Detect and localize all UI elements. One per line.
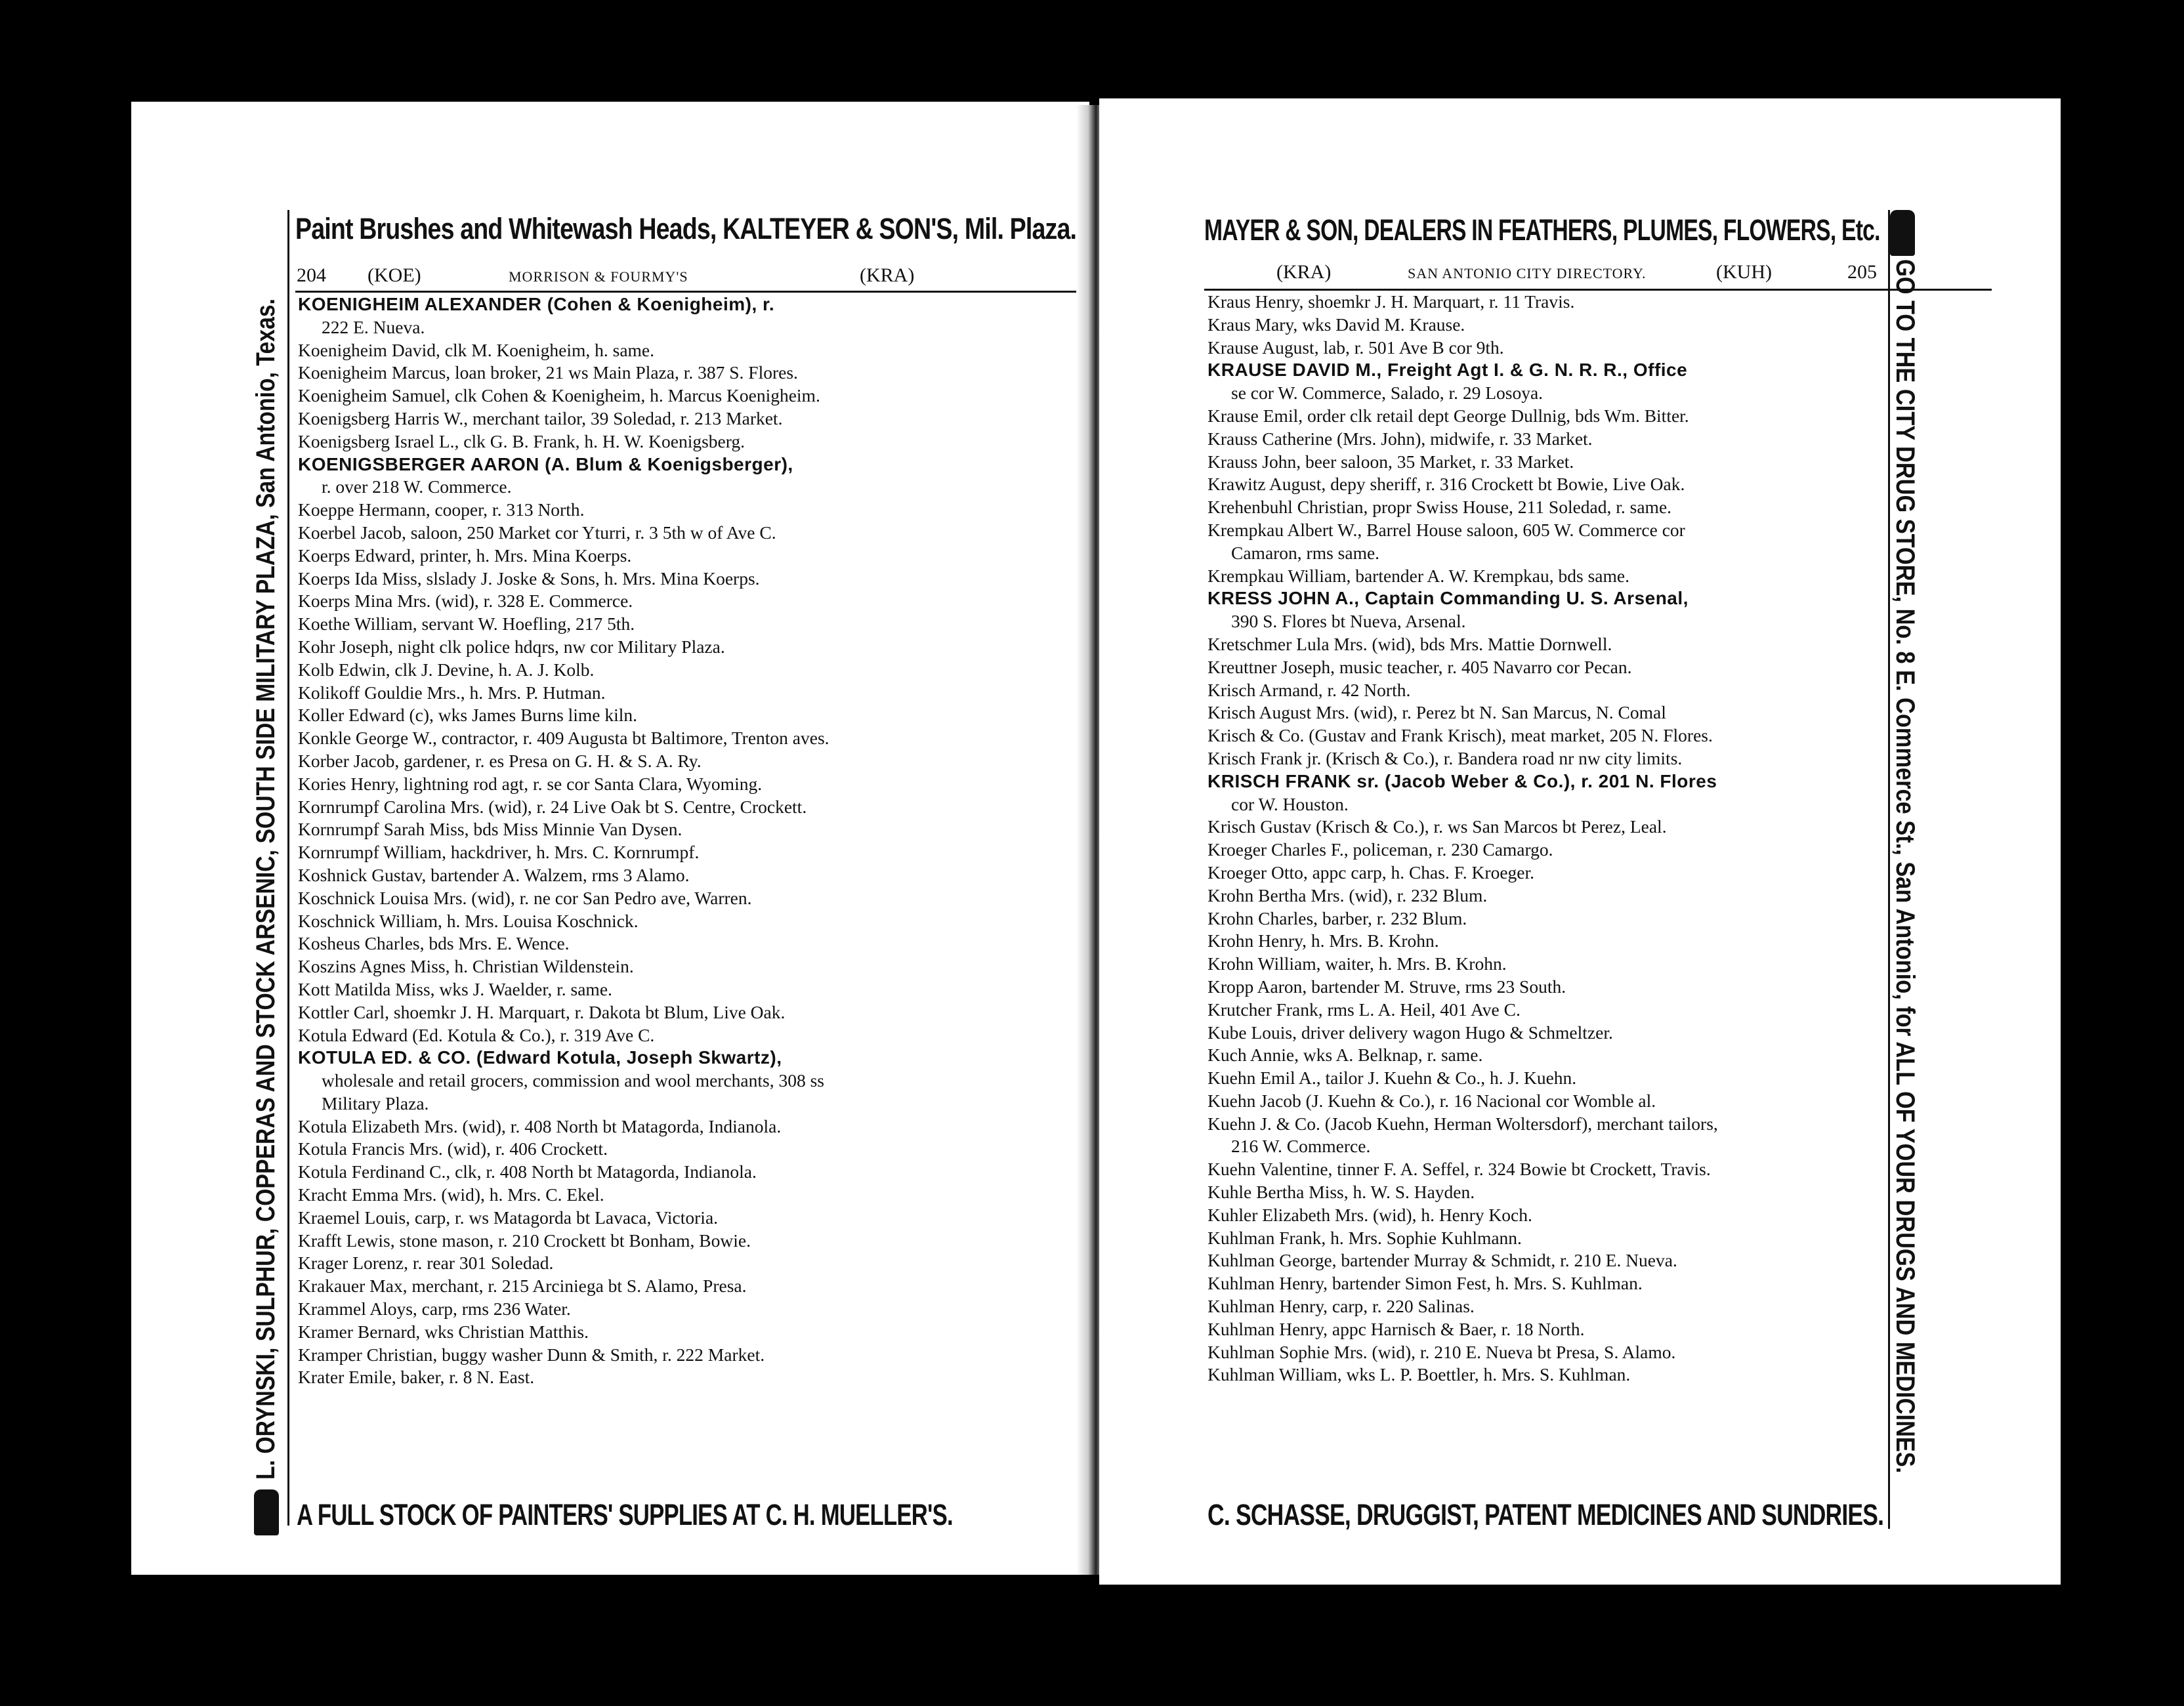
directory-entry: Kuhlman George, bartender Murray & Schmidt, r. 210 E. Nueva. bbox=[1208, 1250, 1677, 1271]
right-page bbox=[1099, 98, 2061, 1585]
directory-entry: Kuehn Valentine, tinner F. A. Seffel, r. 324 Bowie bt Crockett, Travis. bbox=[1208, 1159, 1711, 1180]
directory-entry: KOTULA ED. & CO. (Edward Kotula, Joseph Skwartz), bbox=[298, 1047, 782, 1068]
directory-entry: Kosheus Charles, bds Mrs. E. Wence. bbox=[298, 933, 570, 954]
pointing-hand-icon bbox=[254, 1489, 279, 1535]
directory-entry: Kropp Aaron, bartender M. Struve, rms 23 South. bbox=[1208, 976, 1566, 997]
left-page bbox=[131, 102, 1089, 1575]
directory-entry: Koschnick Louisa Mrs. (wid), r. ne cor San Pedro ave, Warren. bbox=[298, 887, 752, 908]
directory-entry: Kories Henry, lightning rod agt, r. se cor Santa Clara, Wyoming. bbox=[298, 773, 763, 794]
directory-entry: Kroeger Charles F., policeman, r. 230 Camargo. bbox=[1208, 839, 1553, 860]
directory-entry: Krause Emil, order clk retail dept George Dullnig, bds Wm. Bitter. bbox=[1208, 405, 1689, 426]
directory-entry: Kotula Francis Mrs. (wid), r. 406 Crockett. bbox=[298, 1138, 608, 1159]
right-range-end: (KUH) bbox=[1716, 261, 1772, 283]
directory-entry: Krawitz August, depy sheriff, r. 316 Crockett bt Bowie, Live Oak. bbox=[1208, 474, 1685, 495]
directory-entry: Koenigsberg Israel L., clk G. B. Frank, h. H. W. Koenigsberg. bbox=[298, 430, 746, 451]
directory-entry: Kott Matilda Miss, wks J. Waelder, r. same. bbox=[298, 978, 612, 999]
directory-entry: Koerps Edward, printer, h. Mrs. Mina Koerps. bbox=[298, 545, 632, 566]
directory-entry: Krutcher Frank, rms L. A. Heil, 401 Ave C. bbox=[1208, 999, 1521, 1020]
directory-entry: Koethe William, servant W. Hoefling, 217 5th. bbox=[298, 614, 635, 635]
directory-entry: se cor W. Commerce, Salado, r. 29 Losoya. bbox=[1231, 383, 1544, 404]
directory-entry: r. over 218 W. Commerce. bbox=[322, 476, 512, 497]
directory-entry: Kornrumpf Carolina Mrs. (wid), r. 24 Live Oak bt S. Centre, Crockett. bbox=[298, 796, 807, 817]
directory-entry: Koshnick Gustav, bartender A. Walzem, rms 3 Alamo. bbox=[298, 864, 690, 885]
directory-entry: Krisch & Co. (Gustav and Frank Krisch), meat market, 205 N. Flores. bbox=[1208, 725, 1713, 746]
directory-entry: Kottler Carl, shoemkr J. H. Marquart, r. Dakota bt Blum, Live Oak. bbox=[298, 1001, 786, 1022]
directory-entry: Koenigheim Samuel, clk Cohen & Koenigheim, h. Marcus Koenigheim. bbox=[298, 385, 820, 406]
directory-entry: Kube Louis, driver delivery wagon Hugo & Schmeltzer. bbox=[1208, 1022, 1613, 1043]
directory-entry: Koerps Mina Mrs. (wid), r. 328 E. Commerce. bbox=[298, 591, 633, 612]
left-side-rule bbox=[287, 210, 289, 1526]
directory-entry: Koszins Agnes Miss, h. Christian Wildenstein. bbox=[298, 956, 634, 977]
directory-entry: Kotula Elizabeth Mrs. (wid), r. 408 North bt Matagorda, Indianola. bbox=[298, 1115, 782, 1136]
right-page-number: 205 bbox=[1847, 261, 1877, 283]
directory-entry: Krisch August Mrs. (wid), r. Perez bt N. San Marcus, N. Comal bbox=[1208, 702, 1666, 723]
directory-entry: Krempkau William, bartender A. W. Krempkau, bds same. bbox=[1208, 565, 1629, 586]
left-header-rule bbox=[295, 291, 1080, 293]
left-range-end: (KRA) bbox=[860, 264, 915, 286]
directory-entry: Kuehn Emil A., tailor J. Kuehn & Co., h. J. Kuehn. bbox=[1208, 1068, 1577, 1089]
directory-entry: Kroeger Otto, appc carp, h. Chas. F. Kroeger. bbox=[1208, 862, 1534, 883]
directory-entry: Koenigsberg Harris W., merchant tailor, 39 Soledad, r. 213 Market. bbox=[298, 407, 783, 428]
left-page-header bbox=[131, 264, 1089, 291]
right-publisher: SAN ANTONIO CITY DIRECTORY. bbox=[1408, 265, 1647, 281]
directory-entry: KRISCH FRANK sr. (Jacob Weber & Co.), r. 201 N. Flores bbox=[1208, 770, 1717, 791]
directory-entry: 390 S. Flores bt Nueva, Arsenal. bbox=[1231, 611, 1466, 632]
directory-entry: Koerps Ida Miss, slslady J. Joske & Sons, h. Mrs. Mina Koerps. bbox=[298, 568, 760, 589]
left-entries bbox=[298, 293, 1085, 1389]
directory-entry: Kretschmer Lula Mrs. (wid), bds Mrs. Mattie Dornwell. bbox=[1208, 633, 1612, 654]
directory-entry: 222 E. Nueva. bbox=[322, 316, 425, 337]
directory-entry: Krohn Henry, h. Mrs. B. Krohn. bbox=[1208, 930, 1439, 951]
right-bottom-banner: C. SCHASSE, DRUGGIST, PATENT MEDICINES AND SUNDRIES. bbox=[1208, 1498, 1884, 1531]
directory-entry: Kuhlman Frank, h. Mrs. Sophie Kuhlmann. bbox=[1208, 1227, 1522, 1248]
directory-entry: Kreuttner Joseph, music teacher, r. 405 Navarro cor Pecan. bbox=[1208, 656, 1632, 677]
directory-entry: Krauss John, beer saloon, 35 Market, r. 33 Market. bbox=[1208, 451, 1574, 472]
left-range-start: (KOE) bbox=[368, 264, 421, 286]
directory-entry: Kuhlman Sophie Mrs. (wid), r. 210 E. Nueva bt Presa, S. Alamo. bbox=[1208, 1341, 1676, 1362]
directory-entry: Krohn William, waiter, h. Mrs. B. Krohn. bbox=[1208, 953, 1507, 974]
directory-entry: Kramper Christian, buggy washer Dunn & Smith, r. 222 Market. bbox=[298, 1344, 765, 1365]
directory-entry: Koller Edward (c), wks James Burns lime kiln. bbox=[298, 705, 638, 726]
directory-entry: Krafft Lewis, stone mason, r. 210 Crockett bt Bonham, Bowie. bbox=[298, 1230, 751, 1251]
directory-entry: Military Plaza. bbox=[322, 1092, 429, 1113]
directory-entry: Kohr Joseph, night clk police hdqrs, nw cor Military Plaza. bbox=[298, 636, 725, 657]
left-bottom-banner: A FULL STOCK OF PAINTERS' SUPPLIES AT C. H. MUELLER'S. bbox=[297, 1498, 953, 1531]
directory-entry: wholesale and retail grocers, commission and wool merchants, 308 ss bbox=[322, 1070, 824, 1091]
directory-entry: Kuhlman Henry, appc Harnisch & Baer, r. 18 North. bbox=[1208, 1318, 1585, 1339]
directory-entry: Kuhler Elizabeth Mrs. (wid), h. Henry Koch. bbox=[1208, 1204, 1532, 1225]
directory-entry: Kramer Bernard, wks Christian Matthis. bbox=[298, 1321, 589, 1342]
directory-entry: Kuch Annie, wks A. Belknap, r. same. bbox=[1208, 1045, 1483, 1066]
directory-entry: KOENIGSBERGER AARON (A. Blum & Koenigsberger), bbox=[298, 453, 793, 474]
directory-entry: Krisch Gustav (Krisch & Co.), r. ws San Marcos bt Perez, Leal. bbox=[1208, 816, 1667, 837]
directory-entry: KOENIGHEIM ALEXANDER (Cohen & Koenigheim), r. bbox=[298, 294, 775, 314]
directory-entry: Kolikoff Gouldie Mrs., h. Mrs. P. Hutman. bbox=[298, 682, 606, 703]
directory-entry: KRESS JOHN A., Captain Commanding U. S. Arsenal, bbox=[1208, 588, 1689, 609]
directory-entry: Krohn Bertha Mrs. (wid), r. 232 Blum. bbox=[1208, 884, 1488, 905]
directory-entry: Krehenbuhl Christian, propr Swiss House, 211 Soledad, r. same. bbox=[1208, 497, 1672, 518]
directory-entry: Kraus Mary, wks David M. Krause. bbox=[1208, 314, 1465, 335]
left-page-number: 204 bbox=[297, 264, 326, 286]
right-top-banner: MAYER & SON, DEALERS IN FEATHERS, PLUMES, FLOWERS, Etc. bbox=[1204, 213, 1880, 247]
left-side-banner: L. ORYNSKI, SULPHUR, COPPERAS AND STOCK ARSENIC, SOUTH SIDE MILITARY PLAZA, San Antonio, Texas. bbox=[251, 298, 280, 1480]
directory-entry: Konkle George W., contractor, r. 409 Augusta bt Baltimore, Trenton aves. bbox=[298, 728, 830, 749]
directory-entry: Koschnick William, h. Mrs. Louisa Koschnick. bbox=[298, 910, 639, 931]
left-publisher: MORRISON & FOURMY'S bbox=[509, 268, 688, 285]
right-side-banner: GO TO THE CITY DRUG STORE, No. 8 E. Commerce St., San Antonio, for ALL OF YOUR DRUGS AND MEDICINES. bbox=[1891, 259, 1920, 1474]
right-range-start: (KRA) bbox=[1276, 261, 1332, 283]
directory-entry: Kornrumpf Sarah Miss, bds Miss Minnie Van Dysen. bbox=[298, 819, 682, 840]
directory-entry: Korber Jacob, gardener, r. es Presa on G. H. & S. A. Ry. bbox=[298, 750, 702, 771]
directory-entry: Kraus Henry, shoemkr J. H. Marquart, r. 11 Travis. bbox=[1208, 291, 1575, 312]
directory-entry: Kracht Emma Mrs. (wid), h. Mrs. C. Ekel. bbox=[298, 1184, 604, 1205]
directory-entry: Kuhle Bertha Miss, h. W. S. Hayden. bbox=[1208, 1182, 1475, 1203]
directory-entry: Koerbel Jacob, saloon, 250 Market cor Yturri, r. 3 5th w of Ave C. bbox=[298, 522, 776, 543]
directory-entry: Kuehn J. & Co. (Jacob Kuehn, Herman Woltersdorf), merchant tailors, bbox=[1208, 1113, 1718, 1134]
directory-entry: Camaron, rms same. bbox=[1231, 542, 1380, 563]
right-entries bbox=[1208, 291, 1988, 1386]
directory-entry: Krammel Aloys, carp, rms 236 Water. bbox=[298, 1299, 571, 1320]
directory-entry: Koeppe Hermann, cooper, r. 313 North. bbox=[298, 499, 585, 520]
directory-entry: Krakauer Max, merchant, r. 215 Arciniega bt S. Alamo, Presa. bbox=[298, 1276, 747, 1297]
left-top-banner: Paint Brushes and Whitewash Heads, KALTEYER & SON'S, Mil. Plaza. bbox=[295, 212, 1077, 245]
directory-entry: Kolb Edwin, clk J. Devine, h. A. J. Kolb. bbox=[298, 659, 595, 680]
directory-entry: Kuhlman Henry, carp, r. 220 Salinas. bbox=[1208, 1296, 1475, 1317]
directory-entry: Koenigheim Marcus, loan broker, 21 ws Main Plaza, r. 387 S. Flores. bbox=[298, 362, 798, 383]
directory-entry: Krempkau Albert W., Barrel House saloon, 605 W. Commerce cor bbox=[1208, 519, 1685, 540]
directory-entry: Kraemel Louis, carp, r. ws Matagorda bt Lavaca, Victoria. bbox=[298, 1207, 719, 1228]
directory-entry: Kuhlman Henry, bartender Simon Fest, h. Mrs. S. Kuhlman. bbox=[1208, 1273, 1643, 1294]
directory-entry: Kuhlman William, wks L. P. Boettler, h. Mrs. S. Kuhlman. bbox=[1208, 1364, 1631, 1385]
directory-entry: 216 W. Commerce. bbox=[1231, 1136, 1371, 1157]
directory-entry: KRAUSE DAVID M., Freight Agt I. & G. N. R. R., Office bbox=[1208, 360, 1688, 381]
directory-entry: cor W. Houston. bbox=[1231, 793, 1349, 814]
directory-entry: Krause August, lab, r. 501 Ave B cor 9th. bbox=[1208, 337, 1504, 358]
directory-entry: Koenigheim David, clk M. Koenigheim, h. same. bbox=[298, 339, 655, 360]
directory-entry: Krater Emile, baker, r. 8 N. East. bbox=[298, 1367, 535, 1388]
directory-entry: Krisch Frank jr. (Krisch & Co.), r. Bandera road nr nw city limits. bbox=[1208, 747, 1683, 768]
directory-entry: Kotula Ferdinand C., clk, r. 408 North bt Matagorda, Indianola. bbox=[298, 1161, 757, 1182]
directory-entry: Krohn Charles, barber, r. 232 Blum. bbox=[1208, 907, 1467, 928]
pointing-hand-icon bbox=[1890, 210, 1915, 256]
directory-entry: Krauss Catherine (Mrs. John), midwife, r. 33 Market. bbox=[1208, 428, 1593, 449]
directory-entry: Kotula Edward (Ed. Kotula & Co.), r. 319 Ave C. bbox=[298, 1024, 655, 1045]
directory-entry: Kuehn Jacob (J. Kuehn & Co.), r. 16 Nacional cor Womble al. bbox=[1208, 1090, 1656, 1111]
directory-entry: Krager Lorenz, r. rear 301 Soledad. bbox=[298, 1253, 554, 1274]
directory-entry: Kornrumpf William, hackdriver, h. Mrs. C. Kornrumpf. bbox=[298, 842, 700, 863]
directory-entry: Krisch Armand, r. 42 North. bbox=[1208, 679, 1411, 700]
